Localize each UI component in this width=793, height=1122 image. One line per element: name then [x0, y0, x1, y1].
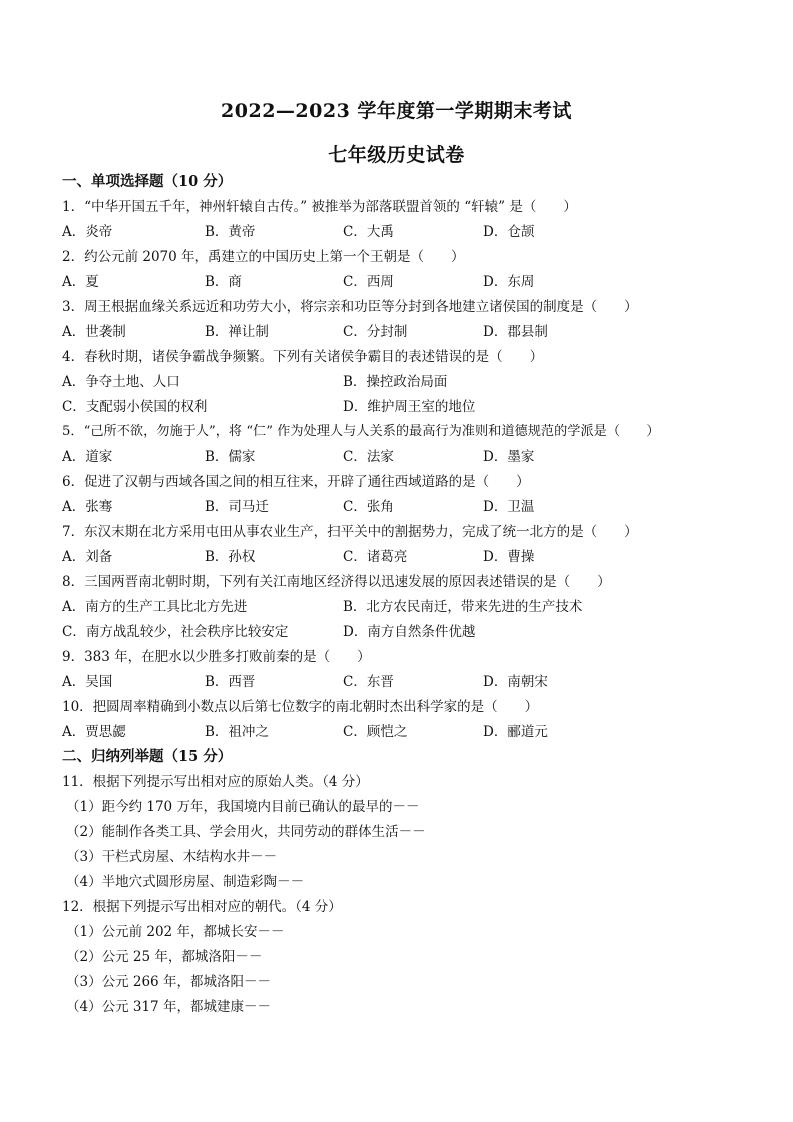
question-9-option-a: A．吴国	[62, 674, 113, 690]
question-11-item-3: （3）干栏式房屋、木结构水井－－	[66, 849, 278, 865]
question-7-option-a: A．刘备	[62, 549, 113, 565]
question-3-stem: 3．周王根据血缘关系远近和功劳大小，将宗亲和功臣等分封到各地建立诸侯国的制度是（ ）	[62, 299, 638, 315]
question-1-option-c: C．大禹	[343, 224, 394, 240]
question-2-option-b: B．商	[205, 274, 242, 290]
question-3-option-d: D．郡县制	[483, 324, 548, 340]
question-5-option-b: B．儒家	[205, 449, 256, 465]
question-6-option-b: B．司马迁	[205, 499, 269, 515]
question-1-option-d: D．仓颉	[483, 224, 535, 240]
question-9-option-d: D．南朝宋	[483, 674, 548, 690]
question-12-item-1: （1）公元前 202 年，都城长安－－	[66, 924, 285, 940]
exam-subtitle: 七年级历史试卷	[328, 144, 465, 166]
question-7-option-d: D．曹操	[483, 549, 535, 565]
question-12-item-4: （4）公元 317 年，都城建康－－	[66, 999, 271, 1015]
question-6-option-a: A．张骞	[62, 499, 113, 515]
question-7-stem: 7．东汉末期在北方采用屯田从事农业生产，扫平关中的割据势力，完成了统一北方的是（ ）	[62, 524, 638, 540]
question-4-option-c: C．支配弱小侯国的权利	[62, 399, 208, 415]
question-2-option-a: A．夏	[62, 274, 99, 290]
question-5-option-c: C．法家	[343, 449, 394, 465]
question-8-option-a: A．南方的生产工具比北方先进	[62, 599, 248, 615]
question-6-stem: 6．促进了汉朝与西域各国之间的相互往来，开辟了通往西域道路的是（ ）	[62, 474, 530, 490]
section-heading-single-choice: 一、单项选择题（10 分）	[62, 173, 233, 190]
question-3-option-b: B．禅让制	[205, 324, 269, 340]
question-11-stem: 11．根据下列提示写出相对应的原始人类。（4 分）	[62, 774, 369, 790]
question-10-option-d: D．郦道元	[483, 724, 548, 740]
question-10-stem: 10．把圆周率精确到小数点以后第七位数字的南北朝时杰出科学家的是（ ）	[62, 699, 539, 715]
question-8-stem: 8．三国两晋南北朝时期，下列有关江南地区经济得以迅速发展的原因表述错误的是（ ）	[62, 574, 611, 590]
section-heading-summary: 二、归纳列举题（15 分）	[62, 748, 233, 765]
question-4-stem: 4．春秋时期，诸侯争霸战争频繁。下列有关诸侯争霸目的表述错误的是（ ）	[62, 349, 544, 365]
question-10-option-c: C．顾恺之	[343, 724, 408, 740]
question-9-option-c: C．东晋	[343, 674, 394, 690]
question-9-stem: 9．383 年，在肥水以少胜多打败前秦的是（ ）	[62, 649, 371, 665]
question-12-item-2: （2）公元 25 年，都城洛阳－－	[66, 949, 263, 965]
question-5-option-d: D．墨家	[483, 449, 535, 465]
question-1-option-a: A．炎帝	[62, 224, 113, 240]
question-4-option-b: B．操控政治局面	[343, 374, 448, 390]
question-7-option-c: C．诸葛亮	[343, 549, 408, 565]
question-12-item-3: （3）公元 266 年，都城洛阳－－	[66, 974, 271, 990]
question-7-option-b: B．孙权	[205, 549, 256, 565]
question-5-option-a: A．道家	[62, 449, 113, 465]
question-8-option-c: C．南方战乱较少，社会秩序比较安定	[62, 624, 289, 640]
question-2-option-d: D．东周	[483, 274, 535, 290]
question-9-option-b: B．西晋	[205, 674, 256, 690]
question-6-option-c: C．张角	[343, 499, 394, 515]
question-1-option-b: B．黄帝	[205, 224, 256, 240]
question-4-option-a: A．争夺土地、人口	[62, 374, 180, 390]
question-8-option-b: B．北方农民南迁，带来先进的生产技术	[343, 599, 583, 615]
question-6-option-d: D．卫温	[483, 499, 535, 515]
question-1-stem: 1．“中华开国五千年，神州轩辕自古传。” 被推举为部落联盟首领的 “轩辕” 是（ ）	[62, 199, 577, 215]
question-8-option-d: D．南方自然条件优越	[343, 624, 476, 640]
question-11-item-1: （1）距今约 170 万年，我国境内目前已确认的最早的－－	[66, 799, 420, 815]
question-3-option-c: C．分封制	[343, 324, 408, 340]
question-11-item-2: （2）能制作各类工具、学会用火，共同劳动的群体生活－－	[66, 824, 426, 840]
question-5-stem: 5．“己所不欲，勿施于人”，将 “仁” 作为处理人与人关系的最高行为准则和道德规范的学派是（ ）	[62, 424, 660, 439]
question-2-option-c: C．西周	[343, 274, 394, 290]
question-2-stem: 2．约公元前 2070 年，禹建立的中国历史上第一个王朝是（ ）	[62, 249, 465, 265]
question-10-option-a: A．贾思勰	[62, 724, 126, 740]
question-10-option-b: B．祖冲之	[205, 724, 269, 740]
question-11-item-4: （4）半地穴式圆形房屋、制造彩陶－－	[66, 874, 305, 890]
question-12-stem: 12．根据下列提示写出相对应的朝代。（4 分）	[62, 899, 342, 915]
exam-title: 2022—2023 学年度第一学期期末考试	[221, 100, 572, 122]
question-4-option-d: D．维护周王室的地位	[343, 399, 476, 415]
question-3-option-a: A．世袭制	[62, 324, 126, 340]
